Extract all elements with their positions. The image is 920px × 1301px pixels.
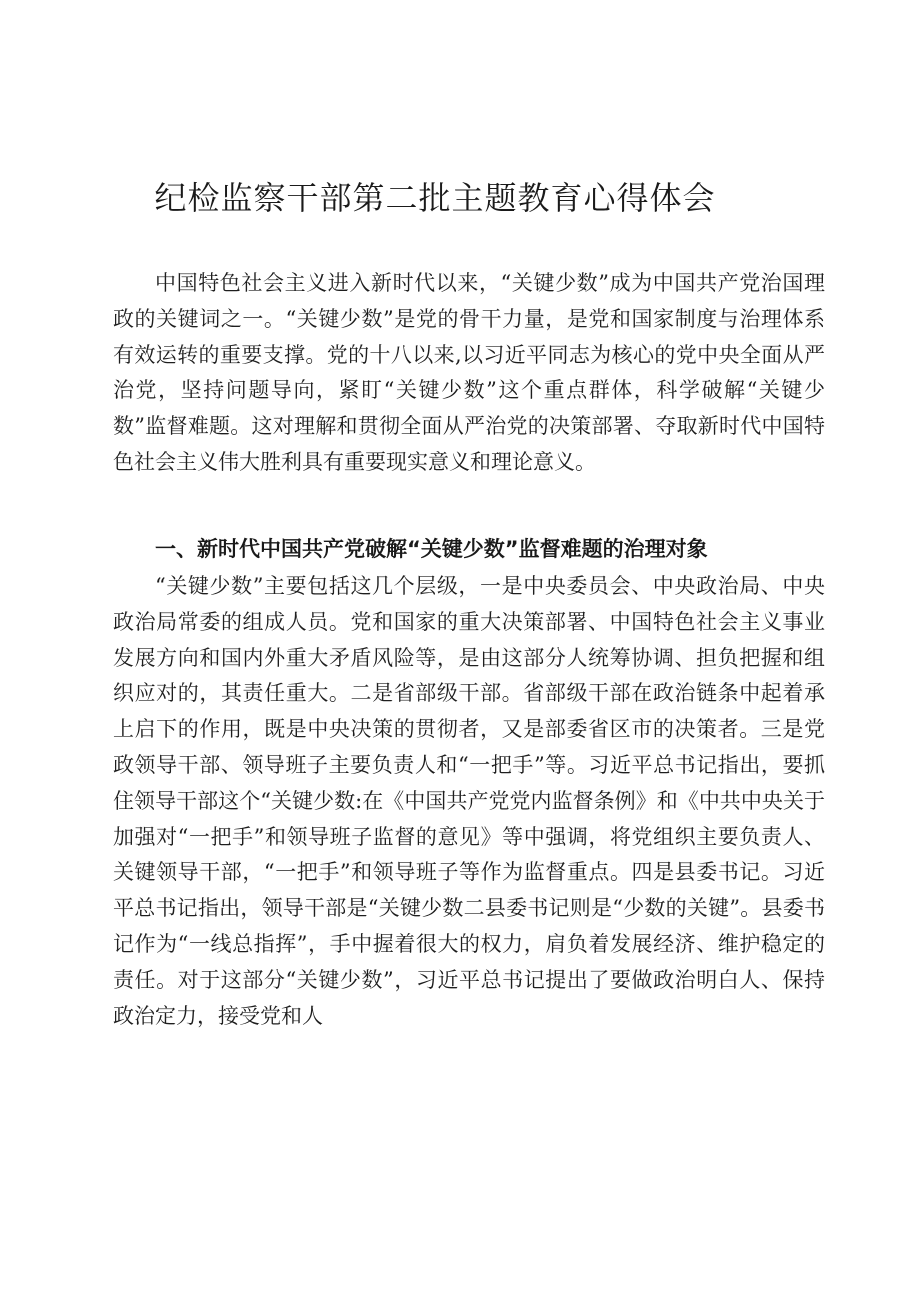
intro-paragraph: 中国特色社会主义进入新时代以来，“关键少数”成为中国共产党治国理政的关键词之一。“关键少数”是党的骨干力量，是党和国家制度与治理体系有效运转的重要支撑。党的十八以来,以习近平同志为核心的党中央全面从严治党，坚持问题导向，紧盯“关键少数”这个重点群体，科学破解“关键少数”监督难题。这对理解和贯彻全面从严治党的决策部署、夺取新时代中国特色社会主义伟大胜利具有重要现实意义和理论意义。 (113, 271, 825, 474)
section-heading: 一、新时代中国共产党破解“关键少数”监督难题的治理对象 (155, 537, 708, 561)
page-title: 纪检监察干部第二批主题教育心得体会 (154, 179, 716, 217)
body-paragraph: “关键少数”主要包括这几个层级，一是中央委员会、中央政治局、中央政治局常委的组成人员。党和国家的重大决策部署、中国特色社会主义事业发展方向和国内外重大矛盾风险等，是由这部分人统筹协调、担负把握和组织应对的，其责任重大。二是省部级干部。省部级干部在政治链条中起着承上启下的作用，既是中央决策的贯彻者，又是部委省区市的决策者。三是党政领导干部、领导班子主要负责人和“一把手”等。习近平总书记指出，要抓住领导干部这个“关键少数:在《中国共产党党内监督条例》和《中共中央关于加强对“一把手”和领导班子监督的意见》等中强调，将党组织主要负责人、关键领导干部，“一把手”和领导班子等作为监督重点。四是县委书记。习近平总书记指出，领导干部是“关键少数二县委书记则是“少数的关键”。县委书记作为“一线总指挥”，手中握着很大的权力，肩负着发展经济、维护稳定的责任。对于这部分“关键少数”，习近平总书记提出了要做政治明白人、保持政治定力，接受党和人 (113, 574, 825, 1028)
